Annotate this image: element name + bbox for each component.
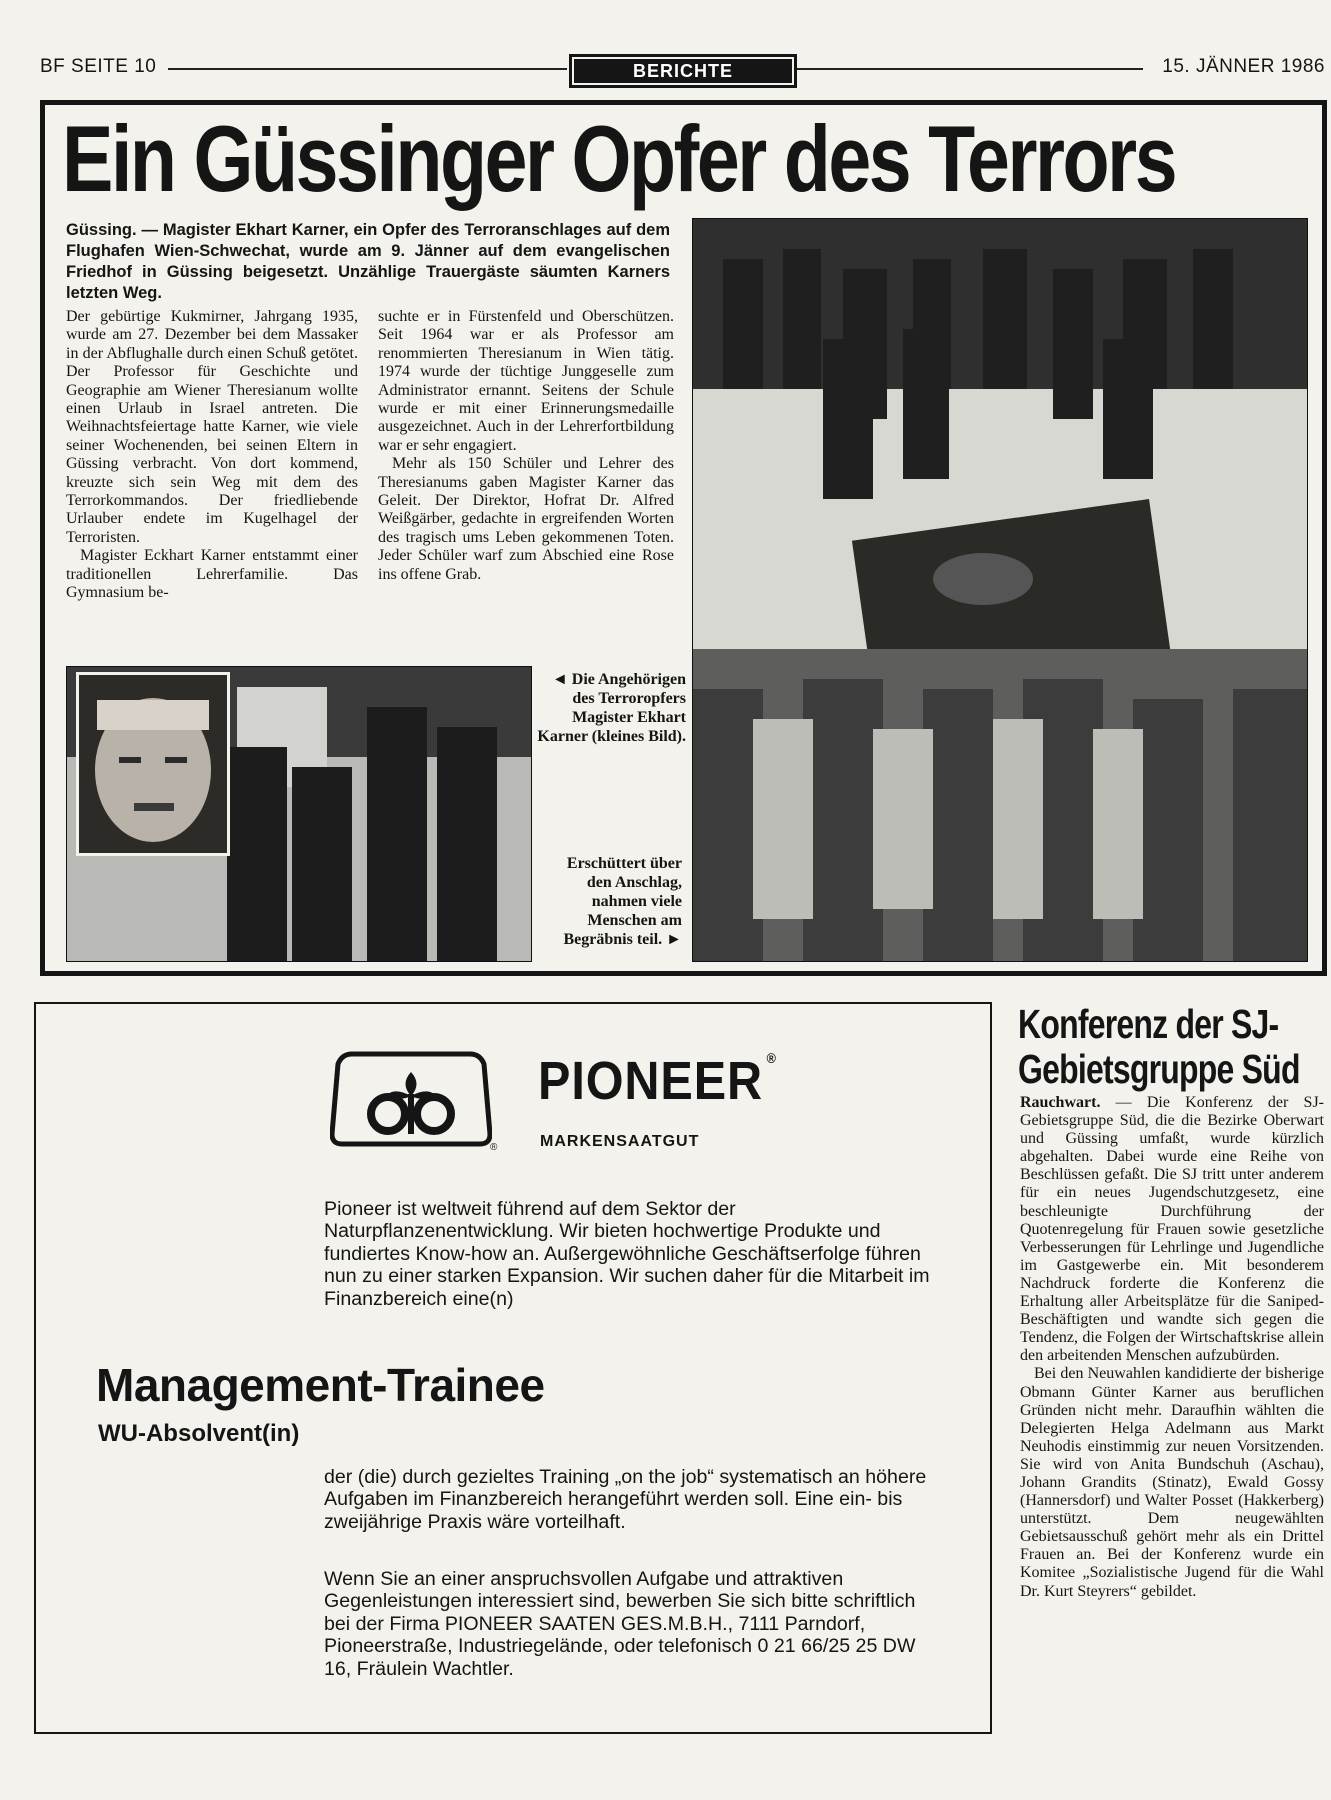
article-column-1	[66, 308, 358, 603]
col1-paragraph: Magister Eckhart Karner entstammt einer traditionellen Lehrerfamilie. Das Gymnasium be-	[66, 547, 358, 602]
header-rule-left	[168, 68, 567, 70]
victim-portrait	[76, 672, 230, 856]
funeral-crowd-photo	[692, 218, 1308, 962]
side-headline	[1018, 1002, 1300, 1092]
ad-contact: Wenn Sie an einer anspruchsvollen Aufgabe und attraktiven Gegenleistungen interessiert sind, bewerben Sie sich bitte schriftlich bei der Firma PIONEER SAATEN GES.M.B.H., 7111 Parndorf, Pioneerstraße, Industriegelände, oder telefonisch 0 21 66/25 25 DW 16, Fräulein Wachtler.	[324, 1568, 916, 1680]
article-headline: Ein Güssinger Opfer des Terrors	[62, 106, 1176, 211]
caption-crowd: Erschüttert über den Anschlag, nahmen viele Menschen am Begräbnis teil. ►	[563, 855, 682, 948]
caption-relatives: ◄ Die Angehörigen des Terroropfers Magister Ekhart Karner (kleines Bild).	[537, 671, 686, 745]
col1-paragraph: Der gebürtige Kukmirner, Jahrgang 1935, wurde am 27. Dezember bei dem Massaker in der Abflughalle durch einen Schuß getötet. Der Professor für Geschichte und Geographie am Wiener Theresianum wollte einen Urlaub in Israel antreten. Die Weihnachtsfeiertage hatte Karner, wie viele seiner Wochenenden, bei seinen Eltern in Güssing verbracht. Von dort kommend, kreuzte sich sein Weg mit dem des Terrorkommandos. Der friedliebende Urlauber endete im Kugelhagel der Terroristen.	[66, 308, 358, 546]
side-article-body	[1020, 1094, 1324, 1601]
side-headline-line1: Konferenz der SJ-	[1018, 1001, 1279, 1047]
lead-text: — Magister Ekhart Karner, ein Opfer des Terroranschlages auf dem Flughafen Wien-Schwechat, wurde am 9. Jänner auf dem evangelischen Friedhof in Güssing beigesetzt. Unzählige Trauergäste säumten Karners letzten Weg.	[66, 221, 670, 302]
article-column-2	[378, 308, 674, 584]
col2-paragraph: Mehr als 150 Schüler und Lehrer des Theresianums gaben Magister Karner das Geleit. Der Direktor, Hofrat Dr. Alfred Weißgärber, gedachte in ergreifenden Worten des tragisch ums Leben gekommenen Toten. Jeder Schüler warf zum Abschied eine Rose ins offene Grab.	[378, 455, 674, 583]
side-headline-line2: Gebietsgruppe Süd	[1018, 1046, 1300, 1092]
issue-date: 15. JÄNNER 1986	[1158, 56, 1325, 78]
lead-place: Güssing.	[66, 221, 137, 239]
ad-brand	[538, 1050, 777, 1112]
ad-intro: Pioneer ist weltweit führend auf dem Sektor der Naturpflanzenentwicklung. Wir bieten hochwertige Produkte und fundiertes Know-how an. Außergewöhnliche Geschäftserfolge führen nun zu einer starken Expansion. Wir suchen daher für die Mitarbeit im Finanzbereich eine(n)	[324, 1198, 930, 1310]
side-paragraph-2: Bei den Neuwahlen kandidierte der bisherige Obmann Günter Karner aus beruflichen Gründen nicht mehr. Daraufhin wählten die Delegierten Helga Adelmann aus Markt Neuhodis einstimmig zur neuen Vorsitzenden. Sie wird von Anita Bundschuh (Aschau), Johann Grandits (Stinatz), Ewald Gossy (Hannersdorf) und Walter Posset (Hakkerberg) unterstützt. Dem neugewählten Gebietsausschuß gehört mehr als ein Drittel Frauen an. Bei der Konferenz wurde ein Komitee „Sozialistische Jugend für die Wahl Dr. Kurt Steyrers“ gebildet.	[1020, 1365, 1324, 1600]
brand-name: PIONEER	[538, 1051, 764, 1111]
ad-position-title: Management-Trainee	[96, 1359, 545, 1411]
page-number: BF SEITE 10	[40, 56, 160, 78]
pioneer-logo-icon	[330, 1050, 492, 1148]
funeral-scene-illustration	[693, 219, 1307, 961]
portrait-face-illustration	[79, 675, 227, 853]
side-paragraph-1: — Die Konferenz der SJ-Gebietsgruppe Süd, die die Bezirke Oberwart und Güssing umfaßt, wurde kürzlich abgehalten. Dabei wurde eine Reihe von Beschlüssen gefaßt. Die SJ tritt unter anderem für ein neues Jugendschutzgesetz, eine beschleunigte Durchführung der Quotenregelung für Frauen sowie gesetzliche Verbesserungen für Lehrlinge und Jugendliche im Gastgewerbe ein. Mit besonderem Nachdruck forderte die Konferenz die Erhaltung aller Arbeitsplätze für die Saniped-Beschäftigten und wandte sich gegen die Tendenz, die Folgen der Wirtschaftskrise allein den arbeitenden Menschen aufzubürden.	[1020, 1094, 1325, 1365]
brand-registered-mark: ®	[766, 1050, 777, 1066]
side-paragraph	[1020, 1094, 1324, 1365]
ad-description: der (die) durch gezieltes Training „on the job“ systematisch an höhere Aufgaben im Finanzbereich herangeführt werden soll. Eine ein- bis zweijährige Praxis wäre vorteilhaft.	[324, 1466, 927, 1533]
logo-registered-mark: ®	[490, 1142, 498, 1153]
section-label: BERICHTE	[569, 54, 797, 88]
side-place: Rauchwart.	[1020, 1094, 1101, 1111]
ad-position-subtitle: WU-Absolvent(in)	[98, 1420, 300, 1447]
article-lead	[66, 220, 670, 304]
col2-paragraph: suchte er in Fürstenfeld und Oberschützen. Seit 1964 war er als Professor am renommierten Theresianum in Wien tätig. 1974 wurde der tüchtige Junggeselle zum Administrator ernannt. Seitens der Schule wurde er mit einer Erinnerungsmedaille ausgezeichnet. Auch in der Lehrerfortbildung war er sehr engagiert.	[378, 308, 674, 454]
header-rule-right	[793, 68, 1143, 70]
ad-tagline: MARKENSAATGUT	[540, 1133, 700, 1150]
